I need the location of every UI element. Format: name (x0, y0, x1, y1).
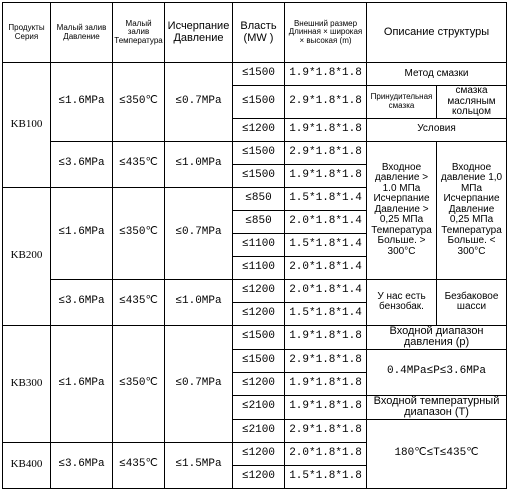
temperature-range-title: Входной температурный диапазон (T) (367, 395, 507, 419)
dimension-cell: 1.9*1.8*1.8 (285, 118, 367, 141)
dimension-cell: 1.9*1.8*1.8 (285, 395, 367, 419)
inlet-pressure-cell: ≤1.6MPa (51, 187, 113, 279)
dimension-cell: 2.0*1.8*1.4 (285, 279, 367, 302)
series-kb300: KB300 (3, 325, 51, 442)
power-cell: ≤1500 (233, 325, 285, 349)
inlet-temperature-cell: ≤435℃ (113, 141, 165, 187)
oil-ring-lubrication: смазка масляным кольцом (437, 86, 507, 119)
dimension-cell: 2.0*1.8*1.8 (285, 442, 367, 465)
dimension-cell: 1.9*1.8*1.8 (285, 372, 367, 395)
inlet-pressure-cell: ≤1.6MPa (51, 325, 113, 442)
series-kb100: KB100 (3, 63, 51, 188)
power-cell: ≤1100 (233, 256, 285, 279)
exhaust-pressure-cell: ≤0.7MPa (165, 325, 233, 442)
dimension-cell: 1.9*1.8*1.8 (285, 325, 367, 349)
table-row (3, 325, 507, 349)
tankless-chassis-note: Безбаковое шасси (437, 279, 507, 325)
power-cell: ≤1500 (233, 141, 285, 164)
header-structure: Описание структуры (367, 3, 507, 63)
header-power: Власть (MW ) (233, 3, 285, 63)
conditions-label: Условия (367, 118, 507, 141)
table-row (3, 141, 507, 164)
inlet-temperature-cell: ≤435℃ (113, 279, 165, 325)
exhaust-pressure-cell: ≤0.7MPa (165, 187, 233, 279)
power-cell: ≤1500 (233, 63, 285, 86)
spec-table (2, 2, 507, 489)
temperature-range-value: 180℃≤T≤435℃ (367, 419, 507, 488)
inlet-temperature-cell: ≤350℃ (113, 63, 165, 142)
table-row (3, 63, 507, 86)
fuel-tank-note: У нас есть бензобак. (367, 279, 437, 325)
dimension-cell: 2.0*1.8*1.4 (285, 210, 367, 233)
dimension-cell: 1.5*1.8*1.4 (285, 187, 367, 210)
dimension-cell: 2.0*1.8*1.4 (285, 256, 367, 279)
series-kb400: KB400 (3, 442, 51, 488)
inlet-pressure-cell: ≤3.6MPa (51, 442, 113, 488)
dimension-cell: 2.9*1.8*1.8 (285, 419, 367, 442)
table-row (3, 279, 507, 302)
power-cell: ≤1200 (233, 465, 285, 488)
power-cell: ≤2100 (233, 395, 285, 419)
header-inlet-pressure: Малый залив Давление (51, 3, 113, 63)
inlet-pressure-cell: ≤3.6MPa (51, 141, 113, 187)
dimension-cell: 1.5*1.8*1.8 (285, 465, 367, 488)
power-cell: ≤850 (233, 210, 285, 233)
power-cell: ≤1200 (233, 279, 285, 302)
power-cell: ≤1500 (233, 349, 285, 372)
inlet-pressure-cell: ≤1.6MPa (51, 63, 113, 142)
dimension-cell: 2.9*1.8*1.8 (285, 141, 367, 164)
dimension-cell: 1.9*1.8*1.8 (285, 164, 367, 187)
header-dimensions: Внешний размер Длинная × широкая × высокая (m) (285, 3, 367, 63)
header-series: Продукты Серия (3, 3, 51, 63)
power-cell: ≤1500 (233, 86, 285, 119)
lubrication-method: Метод смазки (367, 63, 507, 86)
header-exhaust-pressure: Исчерпание Давление (165, 3, 233, 63)
dimension-cell: 1.5*1.8*1.4 (285, 233, 367, 256)
power-cell: ≤1200 (233, 302, 285, 325)
inlet-temperature-cell: ≤350℃ (113, 187, 165, 279)
power-cell: ≤1200 (233, 372, 285, 395)
power-cell: ≤2100 (233, 419, 285, 442)
dimension-cell: 2.9*1.8*1.8 (285, 86, 367, 119)
header-inlet-temperature: Малый залив Температура (113, 3, 165, 63)
inlet-temperature-cell: ≤435℃ (113, 442, 165, 488)
conditions-high: Входное давление > 1.0 МПа Исчерпание Давление > 0,25 МПа Температура Больше. > 300°C (367, 141, 437, 279)
exhaust-pressure-cell: ≤1.5MPa (165, 442, 233, 488)
conditions-low: Входное давление 1,0 МПа Исчерпание Давление 0,25 МПа Температура Больше. < 300°C (437, 141, 507, 279)
power-cell: ≤1200 (233, 118, 285, 141)
dimension-cell: 1.9*1.8*1.8 (285, 63, 367, 86)
dimension-cell: 1.5*1.8*1.4 (285, 302, 367, 325)
inlet-pressure-range-title: Входной диапазон давления (p) (367, 325, 507, 349)
header-row (3, 3, 507, 63)
power-cell: ≤850 (233, 187, 285, 210)
exhaust-pressure-cell: ≤0.7MPa (165, 63, 233, 142)
series-kb200: KB200 (3, 187, 51, 325)
exhaust-pressure-cell: ≤1.0MPa (165, 141, 233, 187)
dimension-cell: 2.9*1.8*1.8 (285, 349, 367, 372)
inlet-pressure-range-value: 0.4MPa≤P≤3.6MPa (367, 349, 507, 395)
inlet-temperature-cell: ≤350℃ (113, 325, 165, 442)
power-cell: ≤1500 (233, 164, 285, 187)
exhaust-pressure-cell: ≤1.0MPa (165, 279, 233, 325)
power-cell: ≤1100 (233, 233, 285, 256)
inlet-pressure-cell: ≤3.6MPa (51, 279, 113, 325)
forced-lubrication: Принудительная смазка (367, 86, 437, 119)
power-cell: ≤1200 (233, 442, 285, 465)
